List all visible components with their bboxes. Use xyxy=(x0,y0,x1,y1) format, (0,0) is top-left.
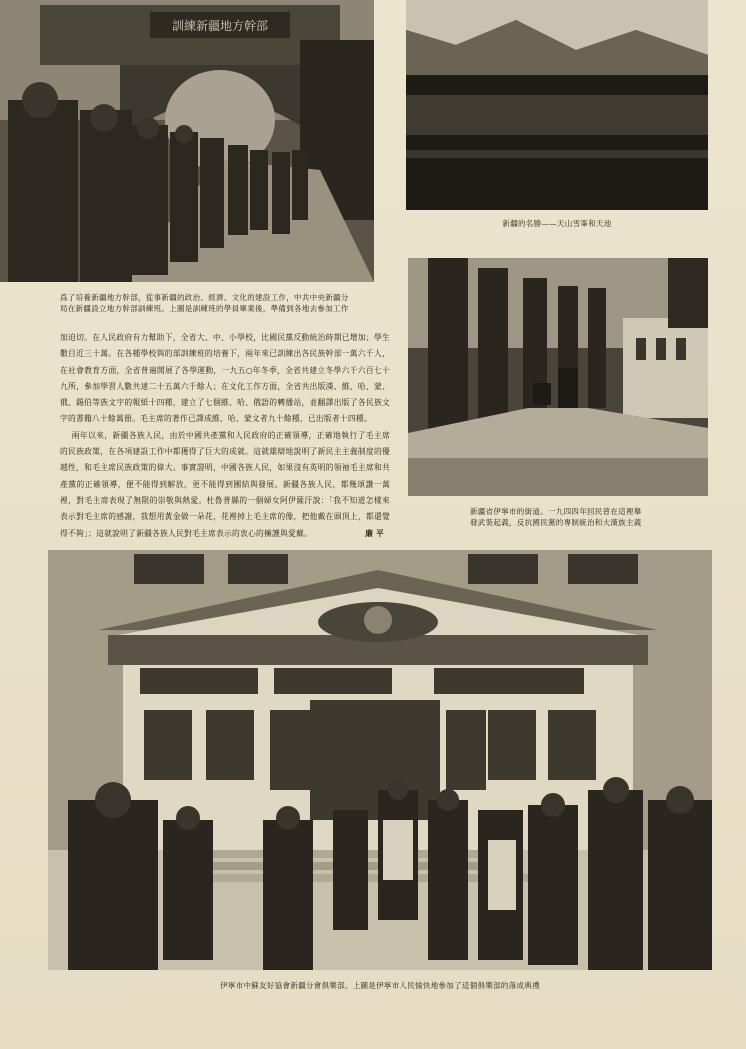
street-photo-art xyxy=(408,258,708,496)
caption-club: 伊寧市中蘇友好協會新疆分會俱樂部。上圖是伊寧市人民愉快地參加了這個俱樂部的落成典禮 xyxy=(220,981,540,990)
article-paragraph-1: 加迫切。在人民政府有力幫助下，全省大、中、小學校，比國民黨反動統治時期已增加；學生數目近三十萬。在各種學校與的部訓練班的培養下，兩年來已訓練出各民族幹部一萬六千人，在社會教育方面，全省普遍開展了各學運動，一九五○年冬季，全省共建立冬學六千六百七十九所，參加學習人數共達二十五萬六千餘人；在文化工作方面，全省共出版漢、維、哈、蒙、俄、錫伯等族文字的報紙十四種，建立了七個維、哈、俄語的轉播站，並翻譯出版了各民族文字的書籍八十餘萬冊。毛主席的著作已譯成維、哈、蒙文者九十餘種，已出版者十四種。 xyxy=(60,333,390,424)
caption-tianshan: 新疆的名勝——天山雪峯和天池 xyxy=(502,219,612,228)
club-photo-art xyxy=(48,550,712,970)
arch-sign-text: 訓練新疆地方幹部 xyxy=(171,19,269,33)
caption-trainees-line1: 爲了培養新疆地方幹部，從事新疆的政治、經濟、文化的建設工作，中共中央新疆分 xyxy=(60,293,349,302)
article-author: 廉 平 xyxy=(365,528,384,538)
photo-yining-street xyxy=(408,258,708,496)
article-paragraph-2 xyxy=(60,428,390,542)
photo-club-building xyxy=(48,550,712,970)
marching-photo-art xyxy=(0,0,374,282)
photo-trainees-marching xyxy=(0,0,374,282)
caption-trainees-line2: 局在新疆設立地方幹部訓練班。上圖是訓練班的學員畢業後，準備到各地去參加工作 xyxy=(60,304,349,313)
article-body xyxy=(60,330,390,542)
photo-tianshan-lake xyxy=(406,0,708,210)
lake-photo-art xyxy=(406,0,708,210)
article-paragraph-2-text: 兩年以來，新疆各族人民，由於中國共產黨和人民政府的正確領導，正確地執行了毛主席的民族政策，在各項建設工作中都獲得了巨大的成就。這就雄辯地說明了新民主主義制度的優越性，和毛主席民族政策的偉大。事實證明，中國各族人民，如果沒有英明的領袖毛主席和共產黨的正確領導，便不能得到解放，更不能得到團結與發展。新疆各族人民，都幾頌讚一萬裡，對毛主席表現了無限的崇敬與熱愛。杜魯普縣的一個婦女阿伊薩汗說：「我不知道怎樣來表示對毛主席的感謝，我想用黃金做一朵花，花裡掉上毛主席的像，把他戴在頭頂上，都還覺得不夠」；這就說明了新疆各族人民對毛主席表示的衷心的擁護與愛戴。 xyxy=(60,430,390,538)
caption-yining-line1: 新疆省伊寧市的街道。一九四四年回民曾在這裡舉 xyxy=(470,507,642,516)
caption-yining-line2: 發武裝起義，反抗國民黨的專制統治和大漢族主義 xyxy=(470,518,642,527)
